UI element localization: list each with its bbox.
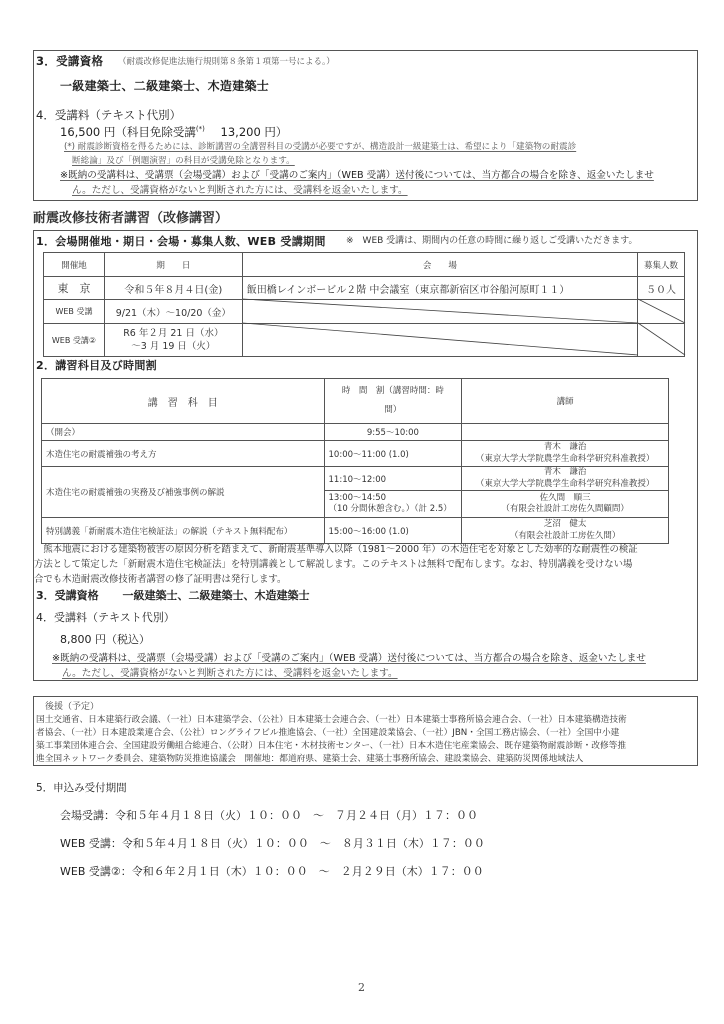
venue-row-place: WEB 受講② xyxy=(44,324,105,357)
application-period-web2 xyxy=(60,866,484,877)
venue-row-capacity: ５０人 xyxy=(638,277,685,300)
fee-heading: 4．受講料（テキスト代別） xyxy=(36,108,182,122)
time-line2: （10 分間休憩含む。）（計 2.5） xyxy=(328,504,452,514)
venue-row-place: 東 京 xyxy=(44,277,105,300)
retrofit-course-title: 耐震改修技術者講習（改修講習） xyxy=(33,211,229,226)
venue-row-date: 9/21（木）～10/20（金） xyxy=(104,300,242,324)
page-number: 2 xyxy=(358,981,365,994)
qualification-note: （耐震改修促進法施行規則第８条第１項第一号による。） xyxy=(118,57,335,67)
course-fee-amount: 8,800 円（税込） xyxy=(60,633,150,646)
schedule-col-lecturer: 講師 xyxy=(462,379,669,424)
sponsors-line1: 国土交通省、日本建築行政会議、（一社）日本建築学会、（公社）日本建築士会連合会、（一社）日本建築士事務所協会連合会、（一社）日本建築構造技術 xyxy=(36,715,627,725)
schedule-row-lecturer xyxy=(462,424,669,441)
lecturer-name: 青木 謙治 xyxy=(543,467,587,478)
lecturer-name: 芝沼 健太 xyxy=(543,519,587,530)
lecturer-affiliation: （有限会社設計工房佐久間） xyxy=(509,530,621,541)
venue-row-date xyxy=(104,324,242,357)
schedule-row-subject: 木造住宅の耐震補強の考え方 xyxy=(42,441,325,467)
lecturer-affiliation: （東京大学大学院農学生命科学研究科准教授） xyxy=(475,453,655,464)
schedule-row-lecturer xyxy=(462,491,669,518)
fee-footnote-line2: 断総論」及び「例題演習」の科目が受講免除となります。 xyxy=(72,156,295,166)
application-period-value: 令和５年４月１８日（火）１０：００ ～ ７月２４日（月）１７：００ xyxy=(115,809,478,822)
fee-refund-line2: ん。ただし、受講資格がないと判断された方には、受講料を返金いたします。 xyxy=(72,185,408,196)
sponsors-heading: 後援（予定） xyxy=(45,702,100,712)
venue-col-place: 開催地 xyxy=(44,253,105,277)
venue-row-venue-empty xyxy=(242,324,637,357)
fee-amount-exempt: 13,200 円） xyxy=(220,124,288,139)
schedule-table xyxy=(41,378,669,544)
venue-heading: 1．会場開催地・期日・会場・募集人数、WEB 受講期間 xyxy=(36,235,326,248)
sponsors-line3: 築工事業団体連合会、全国建設労働組合総連合、（公財）日本住宅・木材技術センター、（一社）日本木造住宅産業協会、既存建築物耐震診断・改修等推 xyxy=(36,741,627,751)
time-line1: 13:00～14:50 xyxy=(328,492,387,503)
schedule-row-time: 9:55～10:00 xyxy=(324,424,462,441)
schedule-col-time-line1: 時 間 割（講習時間：時 xyxy=(341,386,444,397)
schedule-col-subject: 講 習 科 目 xyxy=(42,379,325,424)
venue-date-line1: R6 年２月 21 日（水） xyxy=(123,327,224,339)
lecturer-name: 佐久間 順三 xyxy=(539,492,591,503)
fee-amount xyxy=(60,126,287,138)
venue-row-place: WEB 受講 xyxy=(44,300,105,324)
schedule-col-time-line2: 間） xyxy=(384,405,402,415)
lecturer-affiliation: （有限会社設計工房佐久間顧問） xyxy=(501,504,629,514)
application-period-web xyxy=(60,838,485,849)
venue-row-venue: 飯田橋レインボービル２階 中会議室（東京都新宿区市谷船河原町１１） xyxy=(242,277,637,300)
fee-amount-main: 16,500 円（科目免除受講 xyxy=(60,124,196,139)
course-qualification-value: 一級建築士、二級建築士、木造建築士 xyxy=(122,589,310,602)
venue-col-date: 期 日 xyxy=(104,253,242,277)
description-line1: 熊本地震における建築物被害の原因分析を踏まえて、新耐震基準導入以降（1981～2000 年）の木造住宅を対象とした効率的な耐震性の検証 xyxy=(34,544,638,555)
sponsors-line4: 進全国ネットワーク委員会、建築物防災推進協議会 開催地：都道府県、建築士会、建築士事務所協会、建設業協会、建築防災関係地域法人 xyxy=(36,754,584,764)
schedule-row-time: 15:00～16:00 (1.0) xyxy=(324,518,462,544)
venue-col-capacity: 募集人数 xyxy=(638,253,685,277)
schedule-row-subject: 特別講義「新耐震木造住宅検証法」の解説（テキスト無料配布） xyxy=(42,518,325,544)
application-period-label: WEB 受講： xyxy=(60,837,122,850)
qualification-heading: 3．受講資格 xyxy=(36,54,104,68)
venue-row-date: 令和５年８月４日(金) xyxy=(104,277,242,300)
schedule-row-subject: 木造住宅の耐震補強の実務及び補強事例の解説 xyxy=(42,467,325,518)
schedule-row-time xyxy=(324,491,462,518)
schedule-col-time xyxy=(324,379,462,424)
application-heading: 5．申込み受付期間 xyxy=(36,782,127,794)
description-line2: 方法として策定した「新耐震木造住宅検証法」を特別講義として解説します。このテキストは無料で配布します。なお、特別講義を受けない場 xyxy=(34,559,633,570)
venue-date-line2: ～3 月 19 日（火） xyxy=(131,341,216,352)
venue-note: ※ WEB 受講は、期間内の任意の時間に繰り返しご受講いただきます。 xyxy=(346,236,638,246)
schedule-heading: 2．講習科目及び時間割 xyxy=(36,359,157,372)
course-fee-refund-line2: ん。ただし、受講資格がないと判断された方には、受講料を返金いたします。 xyxy=(62,668,398,679)
schedule-row-lecturer xyxy=(462,518,669,544)
course-fee-refund-line1: ※既納の受講料は、受講票（会場受講）および「受講のご案内」（WEB 受講）送付後については、当方都合の場合を除き、返金いたしませ xyxy=(52,653,646,664)
course-qualification xyxy=(36,590,310,601)
fee-asterisk: (*) xyxy=(195,125,205,133)
application-period-value: 令和６年２月１日（木）１０：００ ～ ２月２９日（木）１７：００ xyxy=(131,865,484,878)
application-period-label: WEB 受講②： xyxy=(60,865,132,878)
application-period-value: 令和５年４月１８日（火）１０：００ ～ ８月３１日（木）１７：００ xyxy=(121,837,485,850)
qualification-value: 一級建築士、二級建築士、木造建築士 xyxy=(60,79,270,93)
venue-row-venue-empty xyxy=(242,300,637,324)
lecturer-affiliation: （東京大学大学院農学生命科学研究科准教授） xyxy=(475,478,655,489)
course-qualification-heading: 3．受講資格 xyxy=(36,589,99,602)
fee-footnote-line1: (*) 耐震診断資格を得るためには、診断講習の全講習科目の受講が必要ですが、構造設計一級建築士は、希望により「建築物の耐震診 xyxy=(64,142,577,152)
fee-refund-line1: ※既納の受講料は、受講票（会場受講）および「受講のご案内」（WEB 受講）送付後については、当方都合の場合を除き、返金いたしませ xyxy=(60,170,654,181)
course-fee-heading: 4．受講料（テキスト代別） xyxy=(36,611,175,624)
venue-table xyxy=(43,252,685,357)
sponsors-line2: 者協会、（一社）日本建設業連合会、（公社）ロングライフビル推進協会、（一社）全国建設業協会、（一社）JBN・全国工務店協会、（一社）全国中小建 xyxy=(36,728,620,738)
venue-row-capacity-empty xyxy=(638,324,685,357)
application-period-label: 会場受講： xyxy=(60,809,115,822)
schedule-row-lecturer xyxy=(462,467,669,491)
description-line3: 合でも木造耐震改修技術者講習の修了証明書は発行します。 xyxy=(34,574,287,585)
schedule-row-time: 11:10～12:00 xyxy=(324,467,462,491)
lecturer-name: 青木 謙治 xyxy=(543,442,587,453)
schedule-row-lecturer xyxy=(462,441,669,467)
application-period-venue xyxy=(60,810,478,821)
schedule-row-subject: （開会） xyxy=(42,424,325,441)
venue-row-capacity-empty xyxy=(638,300,685,324)
venue-col-venue: 会 場 xyxy=(242,253,637,277)
schedule-row-time: 10:00～11:00 (1.0) xyxy=(324,441,462,467)
